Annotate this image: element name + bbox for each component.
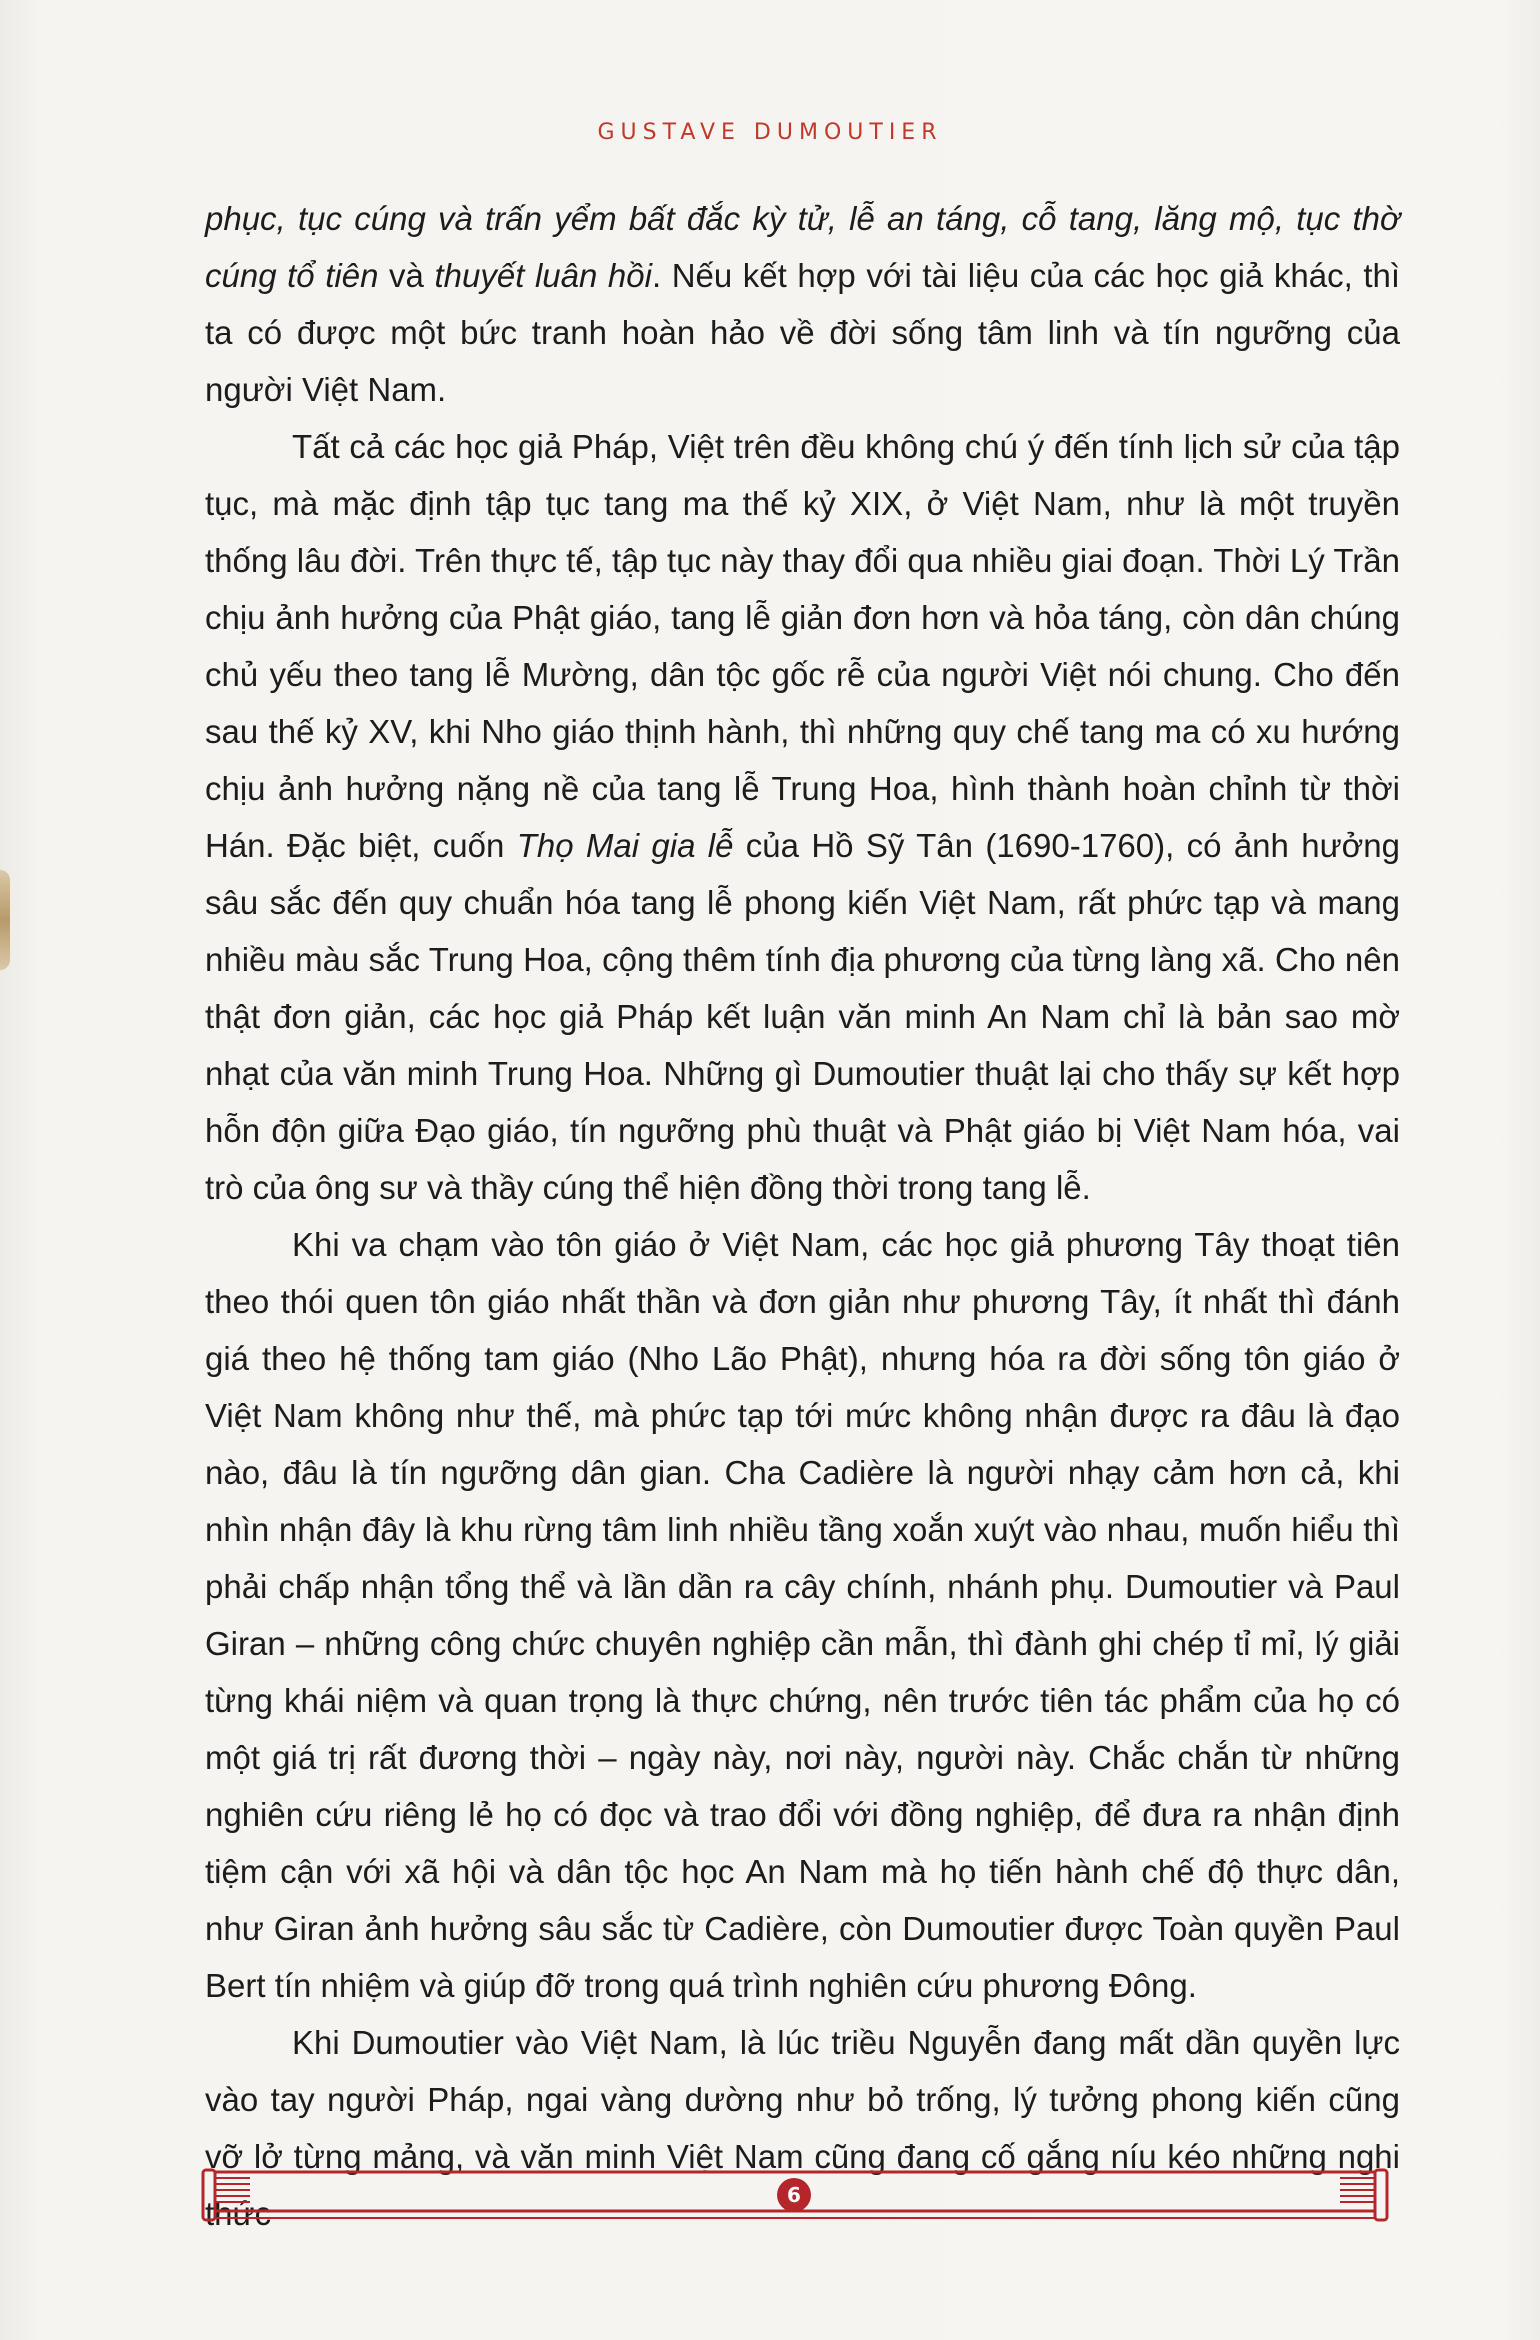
page-edge-bookmark (0, 870, 10, 970)
running-head-author: GUSTAVE DUMOUTIER (597, 120, 943, 145)
body-text (205, 190, 1400, 2242)
page-number-badge: 6 (777, 2178, 811, 2212)
italic-phrase: thuyết luân hồi (434, 257, 652, 294)
paragraph-4: Khi Dumoutier vào Việt Nam, là lúc triều Nguyễn đang mất dần quyền lực vào tay người Pháp, ngai vàng dường như bỏ trống, lý tưởng phong kiến cũng vỡ lở từng mảng, và văn minh Việt Nam cũng đang cố gắng níu kéo những nghi thức (205, 2024, 1400, 2232)
paragraph-3: Khi va chạm vào tôn giáo ở Việt Nam, các học giả phương Tây thoạt tiên theo thói quen tôn giáo nhất thần và đơn giản như phương Tây, ít nhất thì đánh giá theo hệ thống tam giáo (Nho Lão Phật), nhưng hóa ra đời sống tôn giáo ở Việt Nam không như thế, mà phức tạp tới mức không nhận được ra đâu là đạo nào, đâu là tín ngưỡng dân gian. Cha Cadière là người nhạy cảm hơn cả, khi nhìn nhận đây là khu rừng tâm linh nhiều tầng xoắn xuýt vào nhau, muốn hiểu thì phải chấp nhận tổng thể và lần dần ra cây chính, nhánh phụ. Dumoutier và Paul Giran – những công chức chuyên nghiệp cần mẫn, thì đành ghi chép tỉ mỉ, lý giải từng khái niệm và quan trọng là thực chứng, nên trước tiên tác phẩm của họ có một giá trị rất đương thời – ngày này, nơi này, người này. Chắc chắn từ những nghiên cứu riêng lẻ họ có đọc và trao đổi với đồng nghiệp, để đưa ra nhận định tiệm cận với xã hội và dân tộc học An Nam mà họ tiến hành chế độ thực dân, như Giran ảnh hưởng sâu sắc từ Cadière, còn Dumoutier được Toàn quyền Paul Bert tín nhiệm và giúp đỡ trong quá trình nghiên cứu phương Đông. (205, 1226, 1400, 2004)
italic-phrase: phục, tục cúng và trấn yểm bất đắc kỳ tử, lễ an táng, cỗ tang, lăng mộ, tục thờ cúng tổ tiên (205, 200, 1400, 294)
paragraph-1 (205, 190, 1400, 418)
paragraph-2 (205, 418, 1400, 1216)
text-span: và (378, 257, 435, 294)
text-span: Tất cả các học giả Pháp, Việt trên đều không chú ý đến tính lịch sử của tập tục, mà mặc định tập tục tang ma thế kỷ XIX, ở Việt Nam, như là một truyền thống lâu đời. Trên thực tế, tập tục này thay đổi qua nhiều giai đoạn. Thời Lý Trần chịu ảnh hưởng của Phật giáo, tang lễ giản đơn hơn và hỏa táng, còn dân chúng chủ yếu theo tang lễ Mường, dân tộc gốc rễ của người Việt nói chung. Cho đến sau thế kỷ XV, khi Nho giáo thịnh hành, thì những quy chế tang ma có xu hướng chịu ảnh hưởng nặng nề của tang lễ Trung Hoa, hình thành hoàn chỉnh từ thời Hán. Đặc biệt, cuốn (205, 428, 1400, 864)
book-title-italic: Thọ Mai gia lễ (516, 827, 734, 864)
text-span: . Nếu kết hợp với tài liệu của các học giả khác, thì ta có được một bức tranh hoàn hảo về đời sống tâm linh và tín ngưỡng của người Việt Nam. (205, 257, 1401, 408)
footer-scroll-ornament (200, 2166, 1390, 2224)
text-span: của Hồ Sỹ Tân (1690-1760), có ảnh hưởng sâu sắc đến quy chuẩn hóa tang lễ phong kiến Việt Nam, rất phức tạp và mang nhiều màu sắc Trung Hoa, cộng thêm tính địa phương của từng làng xã. Cho nên thật đơn giản, các học giả Pháp kết luận văn minh An Nam chỉ là bản sao mờ nhạt của văn minh Trung Hoa. Những gì Dumoutier thuật lại cho thấy sự kết hợp hỗn độn giữa Đạo giáo, tín ngưỡng phù thuật và Phật giáo bị Việt Nam hóa, vai trò của ông sư và thầy cúng thể hiện đồng thời trong tang lễ. (205, 827, 1401, 1206)
